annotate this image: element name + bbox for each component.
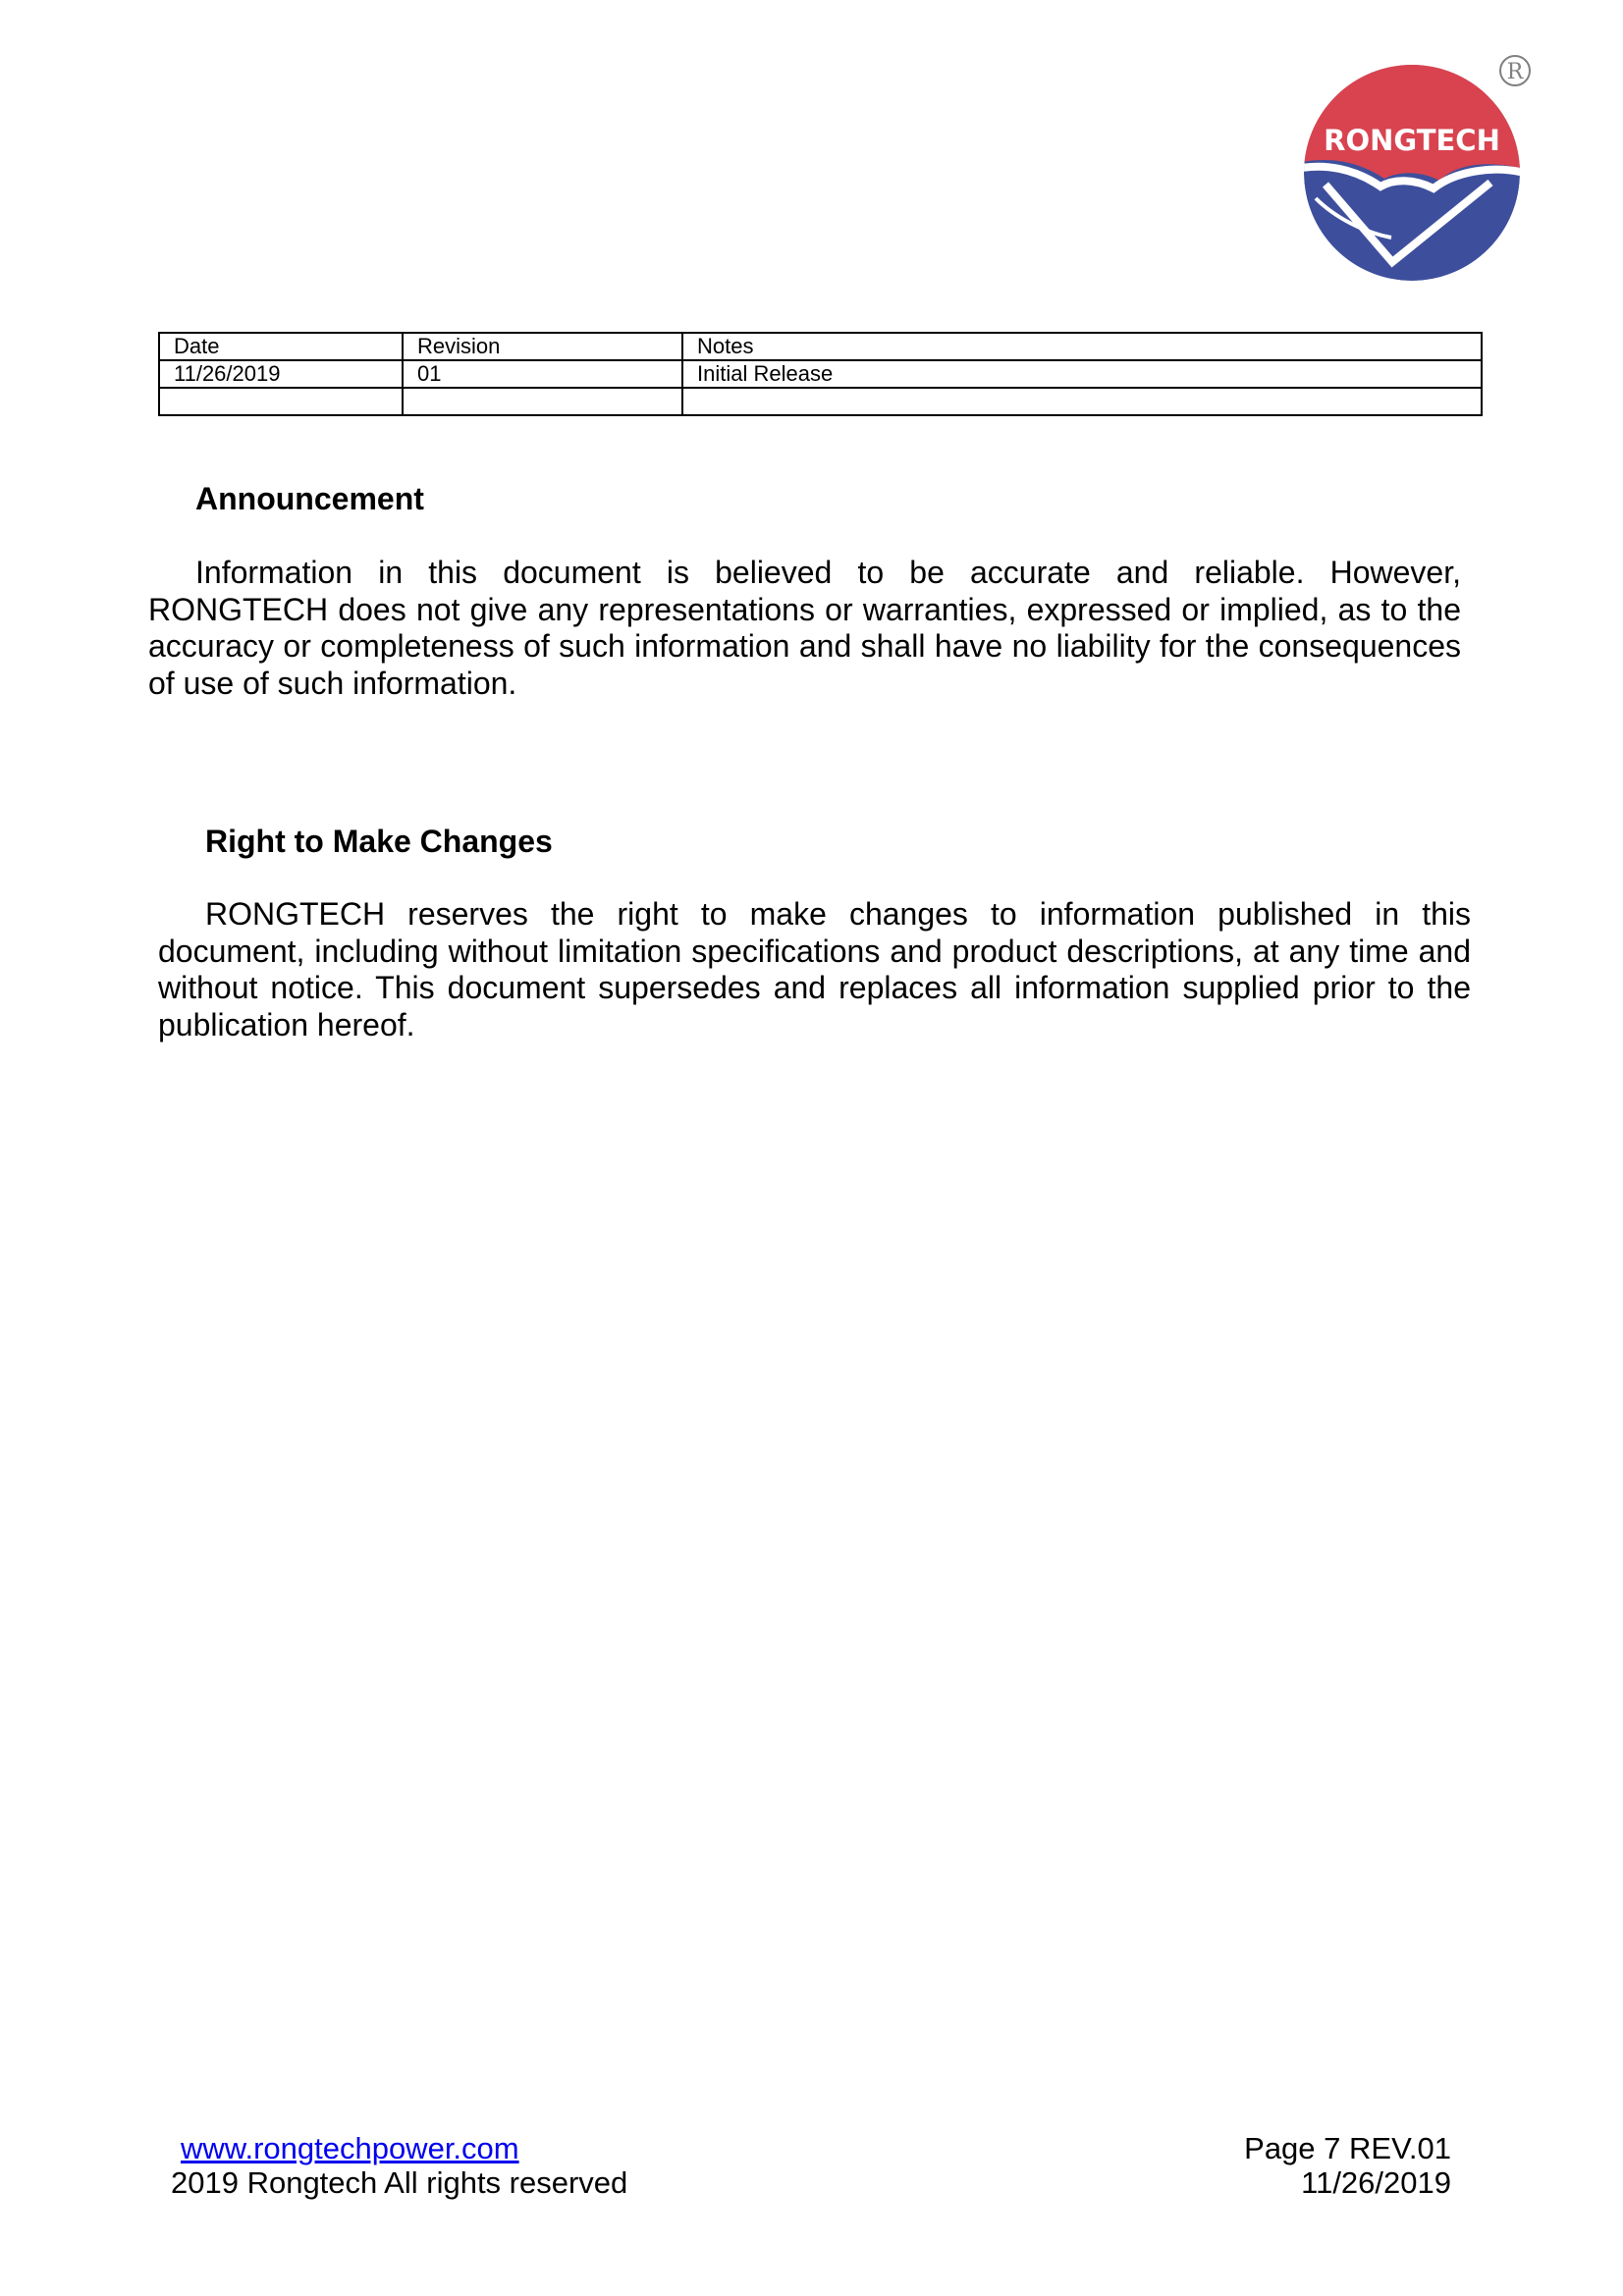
- table-header-row: [159, 333, 1482, 360]
- footer-right: [1244, 2131, 1451, 2200]
- revision-history-table: [158, 332, 1483, 416]
- table-header-revision: Revision: [403, 333, 682, 360]
- rongtech-logo: [1296, 51, 1532, 287]
- table-header-date: Date: [159, 333, 403, 360]
- table-cell-date: 11/26/2019: [159, 360, 403, 388]
- website-link[interactable]: www.rongtechpower.com: [181, 2131, 519, 2165]
- table-cell-notes: [682, 388, 1482, 415]
- changes-paragraph: RONGTECH reserves the right to make changes to information published in this document, including without limitation specifications and product descriptions, at any time and without notice. This document supersedes and replaces all information supplied prior to the publication hereof.: [158, 896, 1471, 1042]
- footer-date: 11/26/2019: [1301, 2165, 1451, 2200]
- changes-heading: Right to Make Changes: [205, 824, 553, 859]
- table-row: [159, 388, 1482, 415]
- table-header-notes: Notes: [682, 333, 1482, 360]
- table-cell-notes: Initial Release: [682, 360, 1482, 388]
- table-cell-date: [159, 388, 403, 415]
- table-row: [159, 360, 1482, 388]
- svg-text:R: R: [1506, 60, 1524, 84]
- copyright-text: 2019 Rongtech All rights reserved: [171, 2165, 628, 2200]
- logo-brand-text: RONGTECH: [1324, 124, 1500, 157]
- page-number: Page 7 REV.01: [1244, 2131, 1451, 2165]
- announcement-heading: Announcement: [195, 481, 424, 516]
- table-cell-revision: [403, 388, 682, 415]
- table-cell-revision: 01: [403, 360, 682, 388]
- footer-left: [171, 2131, 627, 2200]
- announcement-paragraph: Information in this document is believed to be accurate and reliable. However, RONGTECH does not give any representations or warranties, expressed or implied, as to the accuracy or completeness of such information and shall have no liability for the consequences of use of such information.: [148, 555, 1461, 701]
